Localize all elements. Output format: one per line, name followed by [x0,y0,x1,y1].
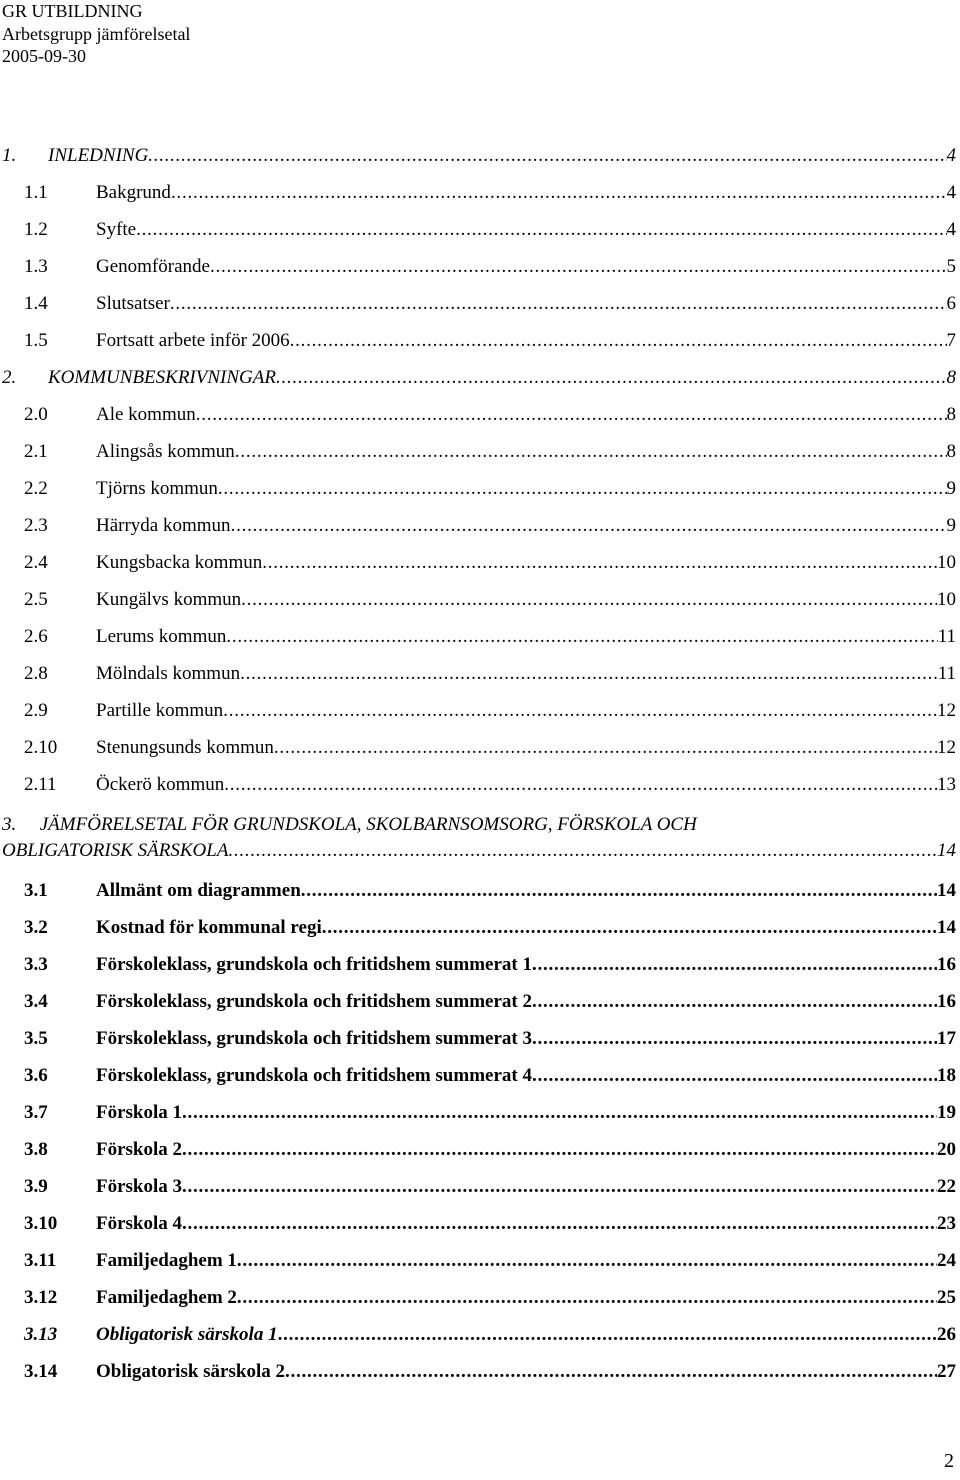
toc-entry-title: Obligatorisk särskola 1 [96,1324,278,1345]
toc-entry-3-5[interactable] [0,1028,960,1058]
dot-leader [231,515,947,537]
dot-leader [532,1065,937,1087]
dot-leader [276,367,947,389]
dot-leader [170,293,947,315]
toc-entry-title: Förskola 1 [96,1102,183,1123]
toc-entry-title: Kungsbacka kommun [96,552,263,573]
dot-leader [182,1139,937,1161]
toc-entry-title-line1: JÄMFÖRELSETAL FÖR GRUNDSKOLA, SKOLBARNSOMSORG, FÖRSKOLA OCH [39,814,697,835]
toc-entry-2[interactable] [0,367,960,397]
toc-entry-1[interactable] [0,145,960,175]
toc-entry-3-6[interactable] [0,1065,960,1095]
toc-entry-title: Alingsås kommun [96,441,235,462]
toc-entry-page: 8 [946,404,956,425]
toc-entry-title: Bakgrund [96,182,171,203]
toc-entry-1-3[interactable] [0,256,960,286]
toc-entry-3-2[interactable] [0,917,960,947]
toc-entry-number: 3.8 [24,1139,48,1160]
dot-leader [228,840,937,862]
dot-leader [136,219,946,241]
dot-leader [278,1324,937,1346]
toc-entry-page: 24 [937,1250,956,1271]
toc-entry-number: 3.4 [24,991,48,1012]
dot-leader [148,145,946,167]
toc-entry-number: 2.10 [24,737,58,758]
dot-leader [532,991,937,1013]
toc-entry-title: Obligatorisk särskola 2 [96,1361,285,1382]
toc-entry-title: Mölndals kommun [96,663,241,684]
header-date: 2005-09-30 [2,46,86,66]
toc-entry-page: 26 [937,1324,956,1345]
dot-leader [532,954,937,976]
toc-entry-number: 2.1 [24,441,48,462]
toc-entry-2-6[interactable] [0,626,960,656]
dot-leader [226,626,937,648]
dot-leader [240,663,938,685]
toc-entry-2-3[interactable] [0,515,960,545]
toc-entry-page: 16 [937,954,956,975]
toc-entry-number: 3.3 [24,954,48,975]
toc-entry-page: 14 [937,840,956,861]
toc-entry-page: 8 [946,367,956,388]
toc-entry-number: 2. [2,367,17,388]
dot-leader [301,880,937,902]
dot-leader [210,256,947,278]
toc-entry-2-5[interactable] [0,589,960,619]
toc-entry-3-1[interactable] [0,880,960,910]
toc-entry-number: 3.6 [24,1065,48,1086]
toc-entry-1-1[interactable] [0,182,960,212]
toc-entry-number: 3.11 [24,1250,57,1271]
toc-entry-2-1[interactable] [0,441,960,471]
toc-entry-number: 1.2 [24,219,48,240]
toc-entry-page: 7 [946,330,956,351]
header-workgroup: Arbetsgrupp jämförelsetal [2,23,191,44]
toc-entry-title: Lerums kommun [96,626,227,647]
toc-entry-3-12[interactable] [0,1287,960,1317]
dot-leader [182,1102,937,1124]
toc-entry-number: 2.0 [24,404,48,425]
toc-entry-page: 6 [946,293,956,314]
toc-entry-3-13[interactable] [0,1324,960,1354]
toc-entry-number: 2.11 [24,774,57,795]
toc-entry-2-8[interactable] [0,663,960,693]
toc-entry-2-10[interactable] [0,737,960,767]
toc-entry-page: 23 [937,1213,956,1234]
toc-entry-title: Kungälvs kommun [96,589,242,610]
dot-leader [182,1176,937,1198]
toc-entry-title: Förskola 4 [96,1213,183,1234]
toc-entry-number: 2.8 [24,663,48,684]
toc-entry-3[interactable] [0,810,960,870]
toc-entry-title: Förskola 3 [96,1176,183,1197]
toc-entry-title: Förskoleklass, grundskola och fritidshem summerat 4 [96,1065,532,1086]
toc-entry-number: 1. [2,145,17,166]
toc-entry-title: Öckerö kommun [96,774,225,795]
toc-entry-number: 3.14 [24,1361,58,1382]
toc-entry-title: Härryda kommun [96,515,231,536]
toc-entry-number: 3.9 [24,1176,48,1197]
toc-entry-3-10[interactable] [0,1213,960,1243]
toc-entry-page: 16 [937,991,956,1012]
dot-leader [237,1287,937,1309]
toc-entry-page: 9 [946,515,956,536]
dot-leader [224,774,937,796]
toc-entry-number: 1.4 [24,293,48,314]
toc-entry-page: 5 [946,256,956,277]
dot-leader [322,917,937,939]
dot-leader [235,441,947,463]
header-organization: GR UTBILDNING [2,1,143,21]
dot-leader [218,478,947,500]
toc-entry-title: Förskoleklass, grundskola och fritidshem summerat 2 [96,991,532,1012]
toc-entry-page: 4 [946,182,956,203]
toc-entry-2-9[interactable] [0,700,960,730]
dot-leader [171,182,947,204]
dot-leader [262,552,937,574]
toc-entry-page: 27 [937,1361,956,1382]
toc-entry-page: 12 [937,737,956,758]
toc-entry-number: 3.2 [24,917,48,938]
toc-entry-title: Familjedaghem 2 [96,1287,237,1308]
toc-entry-1-4[interactable] [0,293,960,323]
toc-entry-3-14[interactable] [0,1361,960,1391]
toc-entry-title: INLEDNING [48,145,149,166]
toc-entry-title-line2: OBLIGATORISK SÄRSKOLA [2,840,229,861]
toc-entry-title: Förskola 2 [96,1139,183,1160]
toc-entry-title: Kostnad för kommunal regi [96,917,322,938]
dot-leader [290,330,947,352]
toc-entry-page: 10 [937,552,956,573]
toc-entry-title: Ale kommun [96,404,196,425]
toc-entry-title: Fortsatt arbete inför 2006 [96,330,290,351]
dot-leader [285,1361,937,1383]
toc-entry-page: 18 [937,1065,956,1086]
toc-entry-page: 17 [937,1028,956,1049]
toc-entry-title: Partille kommun [96,700,224,721]
toc-entry-page: 20 [937,1139,956,1160]
toc-entry-number: 1.5 [24,330,48,351]
dot-leader [182,1213,937,1235]
toc-entry-number: 2.4 [24,552,48,573]
toc-entry-number: 3.13 [24,1324,58,1345]
toc-entry-title: Familjedaghem 1 [96,1250,237,1271]
toc-entry-page: 14 [937,917,956,938]
dot-leader [196,404,947,426]
toc-entry-3-11[interactable] [0,1250,960,1280]
toc-entry-3-7[interactable] [0,1102,960,1132]
toc-entry-page: 11 [937,626,956,647]
toc-entry-number: 2.6 [24,626,48,647]
page-number: 2 [944,1450,954,1472]
toc-entry-page: 9 [946,478,956,499]
dot-leader [274,737,937,759]
dot-leader [237,1250,937,1272]
toc-entry-page: 22 [937,1176,956,1197]
toc-entry-number: 2.3 [24,515,48,536]
toc-entry-3-9[interactable] [0,1176,960,1206]
toc-entry-2-4[interactable] [0,552,960,582]
dot-leader [223,700,937,722]
dot-leader [532,1028,937,1050]
toc-entry-page: 8 [946,441,956,462]
toc-entry-page: 25 [937,1287,956,1308]
toc-entry-3-3[interactable] [0,954,960,984]
toc-entry-page: 4 [946,219,956,240]
toc-entry-title: Allmänt om diagrammen [96,880,301,901]
toc-entry-number: 2.2 [24,478,48,499]
toc-entry-title: Genomförande [96,256,210,277]
toc-entry-title: Förskoleklass, grundskola och fritidshem summerat 3 [96,1028,532,1049]
toc-entry-number: 3.5 [24,1028,48,1049]
toc-entry-page: 14 [937,880,956,901]
toc-entry-title: Slutsatser [96,293,170,314]
toc-entry-page: 4 [946,145,956,166]
toc-entry-1-2[interactable] [0,219,960,249]
toc-entry-number: 3.1 [24,880,48,901]
toc-entry-page: 12 [937,700,956,721]
toc-entry-2-2[interactable] [0,478,960,508]
toc-entry-number: 2.9 [24,700,48,721]
toc-entry-page: 11 [937,663,956,684]
toc-entry-page: 19 [937,1102,956,1123]
toc-entry-page: 13 [937,774,956,795]
toc-entry-number: 2.5 [24,589,48,610]
toc-entry-page: 10 [937,589,956,610]
toc-entry-2-0[interactable] [0,404,960,434]
toc-entry-3-8[interactable] [0,1139,960,1169]
dot-leader [241,589,937,611]
toc-entry-title: Förskoleklass, grundskola och fritidshem summerat 1 [96,954,532,975]
toc-entry-number: 1.3 [24,256,48,277]
toc-entry-title: Syfte [96,219,137,240]
toc-entry-number: 3. [2,814,17,835]
toc-entry-title: KOMMUNBESKRIVNINGAR [48,367,276,388]
toc-entry-number: 3.12 [24,1287,58,1308]
toc-entry-title: Tjörns kommun [96,478,218,499]
document-header [2,0,190,68]
toc-entry-number: 3.10 [24,1213,58,1234]
toc-entry-1-5[interactable] [0,330,960,360]
toc-entry-3-4[interactable] [0,991,960,1021]
toc-entry-title: Stenungsunds kommun [96,737,274,758]
toc-entry-2-11[interactable] [0,774,960,804]
toc-entry-number: 1.1 [24,182,48,203]
toc-entry-number: 3.7 [24,1102,48,1123]
